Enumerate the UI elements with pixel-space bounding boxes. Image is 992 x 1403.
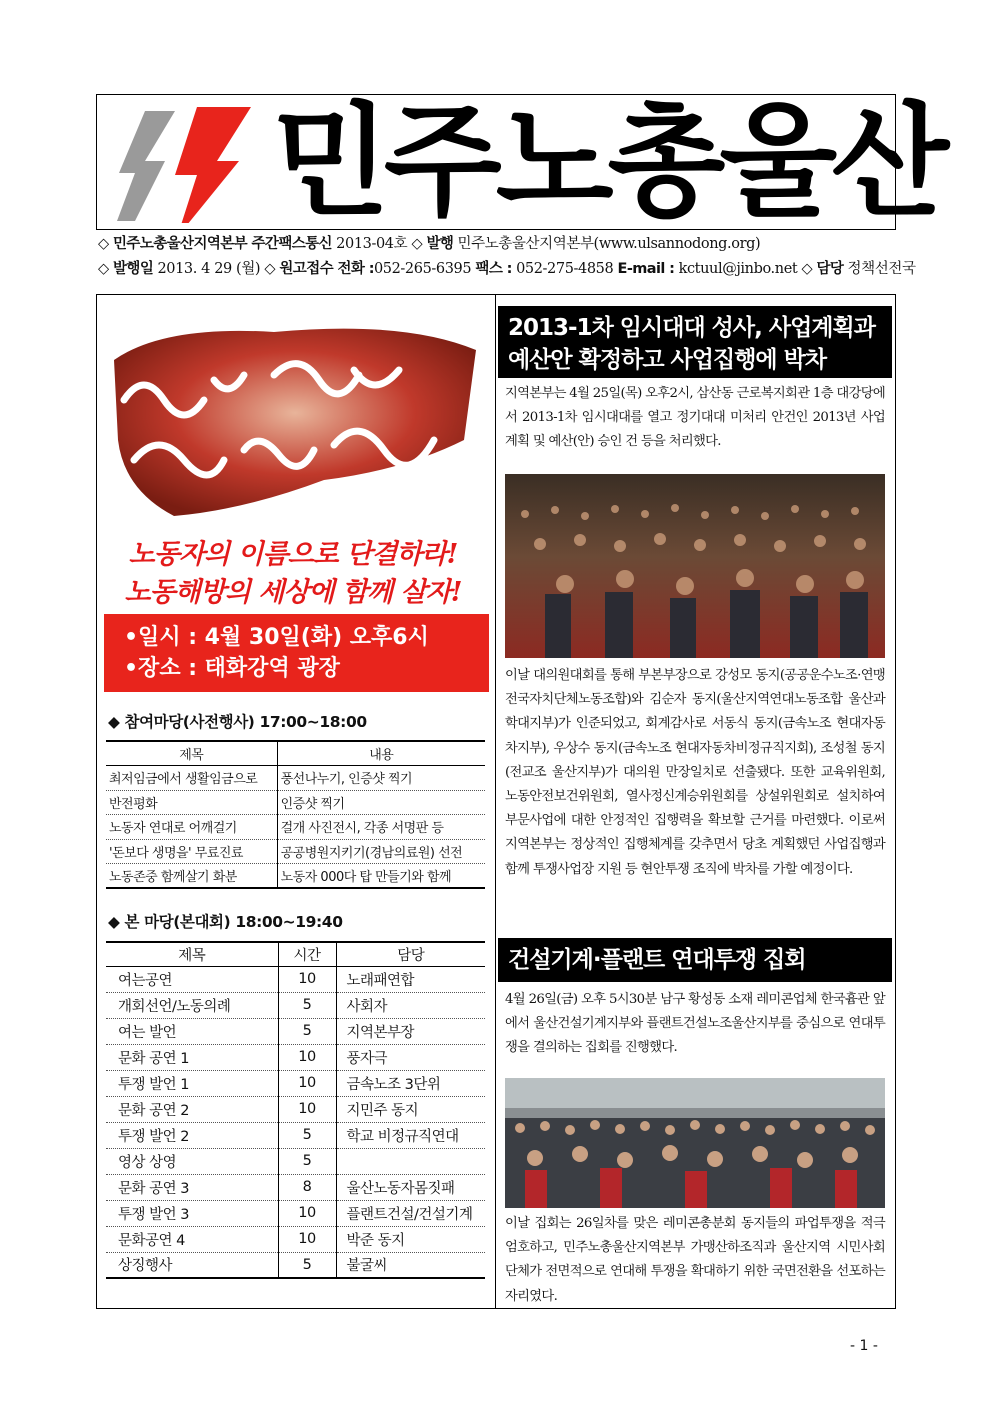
table-header: 시간 [278,942,336,966]
article-2-paragraph-1: 4월 26일(금) 오후 5시30분 남구 황성동 소재 레미콘업체 한국흄관 앞에서 울산건설기계지부와 플랜트건설노조울산지부를 중심으로 연대투쟁을 결의하는 집회를 진행했다. [505,992,885,1056]
table-row: 상징행사 5 불굴씨 [106,1252,485,1278]
article-1-paragraph-2: 이날 대의원대회를 통해 부본부장으로 강성모 동지(공공운수노조·연맹 전국자치단체노동조합)와 김순자 동지(울산지역연대노동조합 울산과학대지부)가 인준되었고, 회계감사로 서동식 동지(금속노조 현대자동차지부), 우상수 동지(금속노조 현대자동차비정규직지회), 조성철 동지(전교조 울산지부)가 대의원 만장일치로 선출됐다. 또한 교육위원회, 노동안전보건위원회, 열사정신계승위원회를 상설위원회로 설치하여 부문사업에 대한 안정적인 집행력을 확보할 근거를 마련했다. 이로써 지역본부는 정상적인 집행체계를 갖추면서 당초 계획했던 사업집행과 함께 투쟁사업장 지원 등 현안투쟁 조직에 박차를 가할 예정이다. [505,668,885,877]
section-title-pre-event: ◆ 참여마당(사전행사) 17:00~18:00 [108,713,367,731]
table-row: 투쟁 발언 3 10 플랜트건설/건설기계 [106,1200,485,1226]
table-row: 투쟁 발언 1 10 금속노조 3단위 [106,1070,485,1096]
union-logo [105,103,255,223]
section-title-main-event: ◆ 본 마당(본대회) 18:00~19:40 [108,913,343,931]
event-place: •장소 : 태화강역 광장 [124,656,340,681]
publication-info-line-1: ◇ 민주노총울산지역본부 주간팩스통신 2013-04호 ◇ 발행 민주노총울산지역본부(www.ulsannodong.org) [98,236,761,252]
event-info-box [104,614,489,692]
table-row: 노동존중 함께살기 화분 노동자 000다 탑 만들기와 함께 [106,864,485,889]
table-row: 문화공연 4 10 박준 동지 [106,1226,485,1252]
article-1-headline: 2013-1차 임시대대 성사, 사업계획과 예산안 확정하고 사업집행에 박차 [498,306,892,378]
table-row: 반전평화 인증샷 찍기 [106,790,485,815]
publication-info-line-2: ◇ 발행일 2013. 4 29 (월) ◇ 원고접수 전화 :052-265-6395 팩스 : 052-275-4858 E-mail : kctuul@jinbo.net ◇ 담당 정책선전국 [98,261,916,277]
table-row: 최저임금에서 생활임금으로 풍선나누기, 인증샷 찍기 [106,766,485,791]
assembly-hall-photo [505,474,885,658]
table-row: 문화 공연 3 8 울산노동자몸짓패 [106,1174,485,1200]
page-number: - 1 - [850,1338,878,1354]
table-header: 담당 [336,942,485,966]
slogan-line-1: 노동자의 이름으로 단결하라! [128,539,458,570]
table-row: 투쟁 발언 2 5 학교 비정규직연대 [106,1122,485,1148]
column-divider [495,294,496,1309]
main-event-table [106,941,485,1279]
table-row: 노동자 연대로 어깨걸기 걸개 사진전시, 각종 서명판 등 [106,815,485,840]
table-row: 문화 공연 1 10 풍자극 [106,1044,485,1070]
table-row: 여는공연 10 노래패연합 [106,966,485,992]
table-header: 제목 [106,942,278,966]
rally-photo [505,1078,885,1208]
article-2-paragraph-2: 이날 집회는 26일차를 맞은 레미콘총분회 동지들의 파업투쟁을 적극 엄호하고, 민주노총울산지역본부 가맹산하조직과 울산지역 시민사회단체가 전면적으로 연대해 투쟁을 확대하기 위한 국면전환을 선포하는 자리였다. [505,1216,885,1304]
table-row: 문화 공연 2 10 지민주 동지 [106,1096,485,1122]
newspaper-title: 민주노총울산 [272,91,944,233]
event-date: •일시 : 4월 30일(화) 오후6시 [124,625,429,650]
table-row: '돈보다 생명을' 무료진료 공공병원지키기(경남의료원) 선전 [106,839,485,864]
pre-event-table [106,740,485,889]
calligraphy-banner-image [104,320,484,520]
table-header: 내용 [277,741,485,766]
article-2-headline: 건설기계·플랜트 연대투쟁 집회 [498,938,892,982]
article-1-paragraph-1: 지역본부는 4월 25일(목) 오후2시, 삼산동 근로복지회관 1층 대강당에서 2013-1차 임시대대를 열고 정기대대 미처리 안건인 2013년 사업계획 및 예산(안) 승인 건 등을 처리했다. [505,386,885,450]
table-row: 여는 발언 5 지역본부장 [106,1018,485,1044]
slogan-line-2: 노동해방의 세상에 함께 살자! [124,577,462,608]
table-row: 영상 상영 5 [106,1148,485,1174]
table-row: 개회선언/노동의례 5 사회자 [106,992,485,1018]
masthead [96,91,944,233]
table-header: 제목 [106,741,277,766]
